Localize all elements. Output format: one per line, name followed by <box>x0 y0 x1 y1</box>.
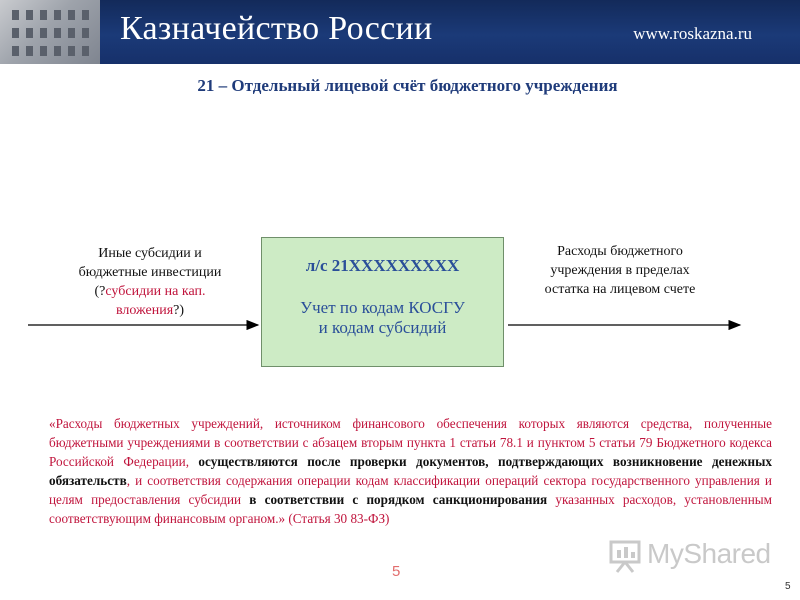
page-number: 5 <box>785 581 791 592</box>
slide-title: 21 – Отдельный лицевой счёт бюджетного учреждения <box>197 76 618 95</box>
input-label-paren-close: ?) <box>173 303 185 318</box>
quote-part-2: , и соответствия содержания операции кодам классификации операций сектора государственного управления и целям предоставления субсидии <box>49 473 772 507</box>
account-description-line2: и кодам субсидий <box>318 318 447 337</box>
input-label-line1: Иные субсидии и <box>98 246 202 261</box>
brand-title: Казначейство России <box>120 10 433 47</box>
quote-part-3: указанных расходов, установленным соответствующим финансовым органом.» (Статья 30 83-ФЗ) <box>49 492 772 526</box>
watermark <box>607 536 771 574</box>
input-label-line2: бюджетные инвестиции <box>78 265 222 280</box>
account-description-line1: Учет по кодам КОСГУ <box>300 298 465 317</box>
presentation-icon <box>607 536 647 574</box>
watermark-text: MyShared <box>647 538 771 569</box>
quote-part-1: «Расходы бюджетных учреждений, источником финансового обеспечения которых являются средства, полученные бюджетными учреждениями в соответствии с абзацем вторым пункта 1 статьи 78.1 и пунктом 5 статьи 79 Бюджетного кодекса Российской Федерации, <box>49 416 772 469</box>
law-quote <box>49 414 772 528</box>
account-number: л/с 21XXXXXXXXX <box>305 256 460 275</box>
slide-number: 5 <box>392 563 401 580</box>
output-label: Расходы бюджетного учреждения в пределах остатка на лицевом счете <box>544 244 696 297</box>
quote-bold-2: в соответствии с порядком санкционирования <box>249 492 548 507</box>
input-label-paren-open: (? <box>94 284 106 299</box>
website-link[interactable]: www.roskazna.ru <box>633 24 752 43</box>
input-label-highlight: субсидии на кап. вложения <box>105 284 206 318</box>
quote-bold-1: осуществляются после проверки документов, подтверждающих возникновение денежных обязательств <box>49 454 772 488</box>
